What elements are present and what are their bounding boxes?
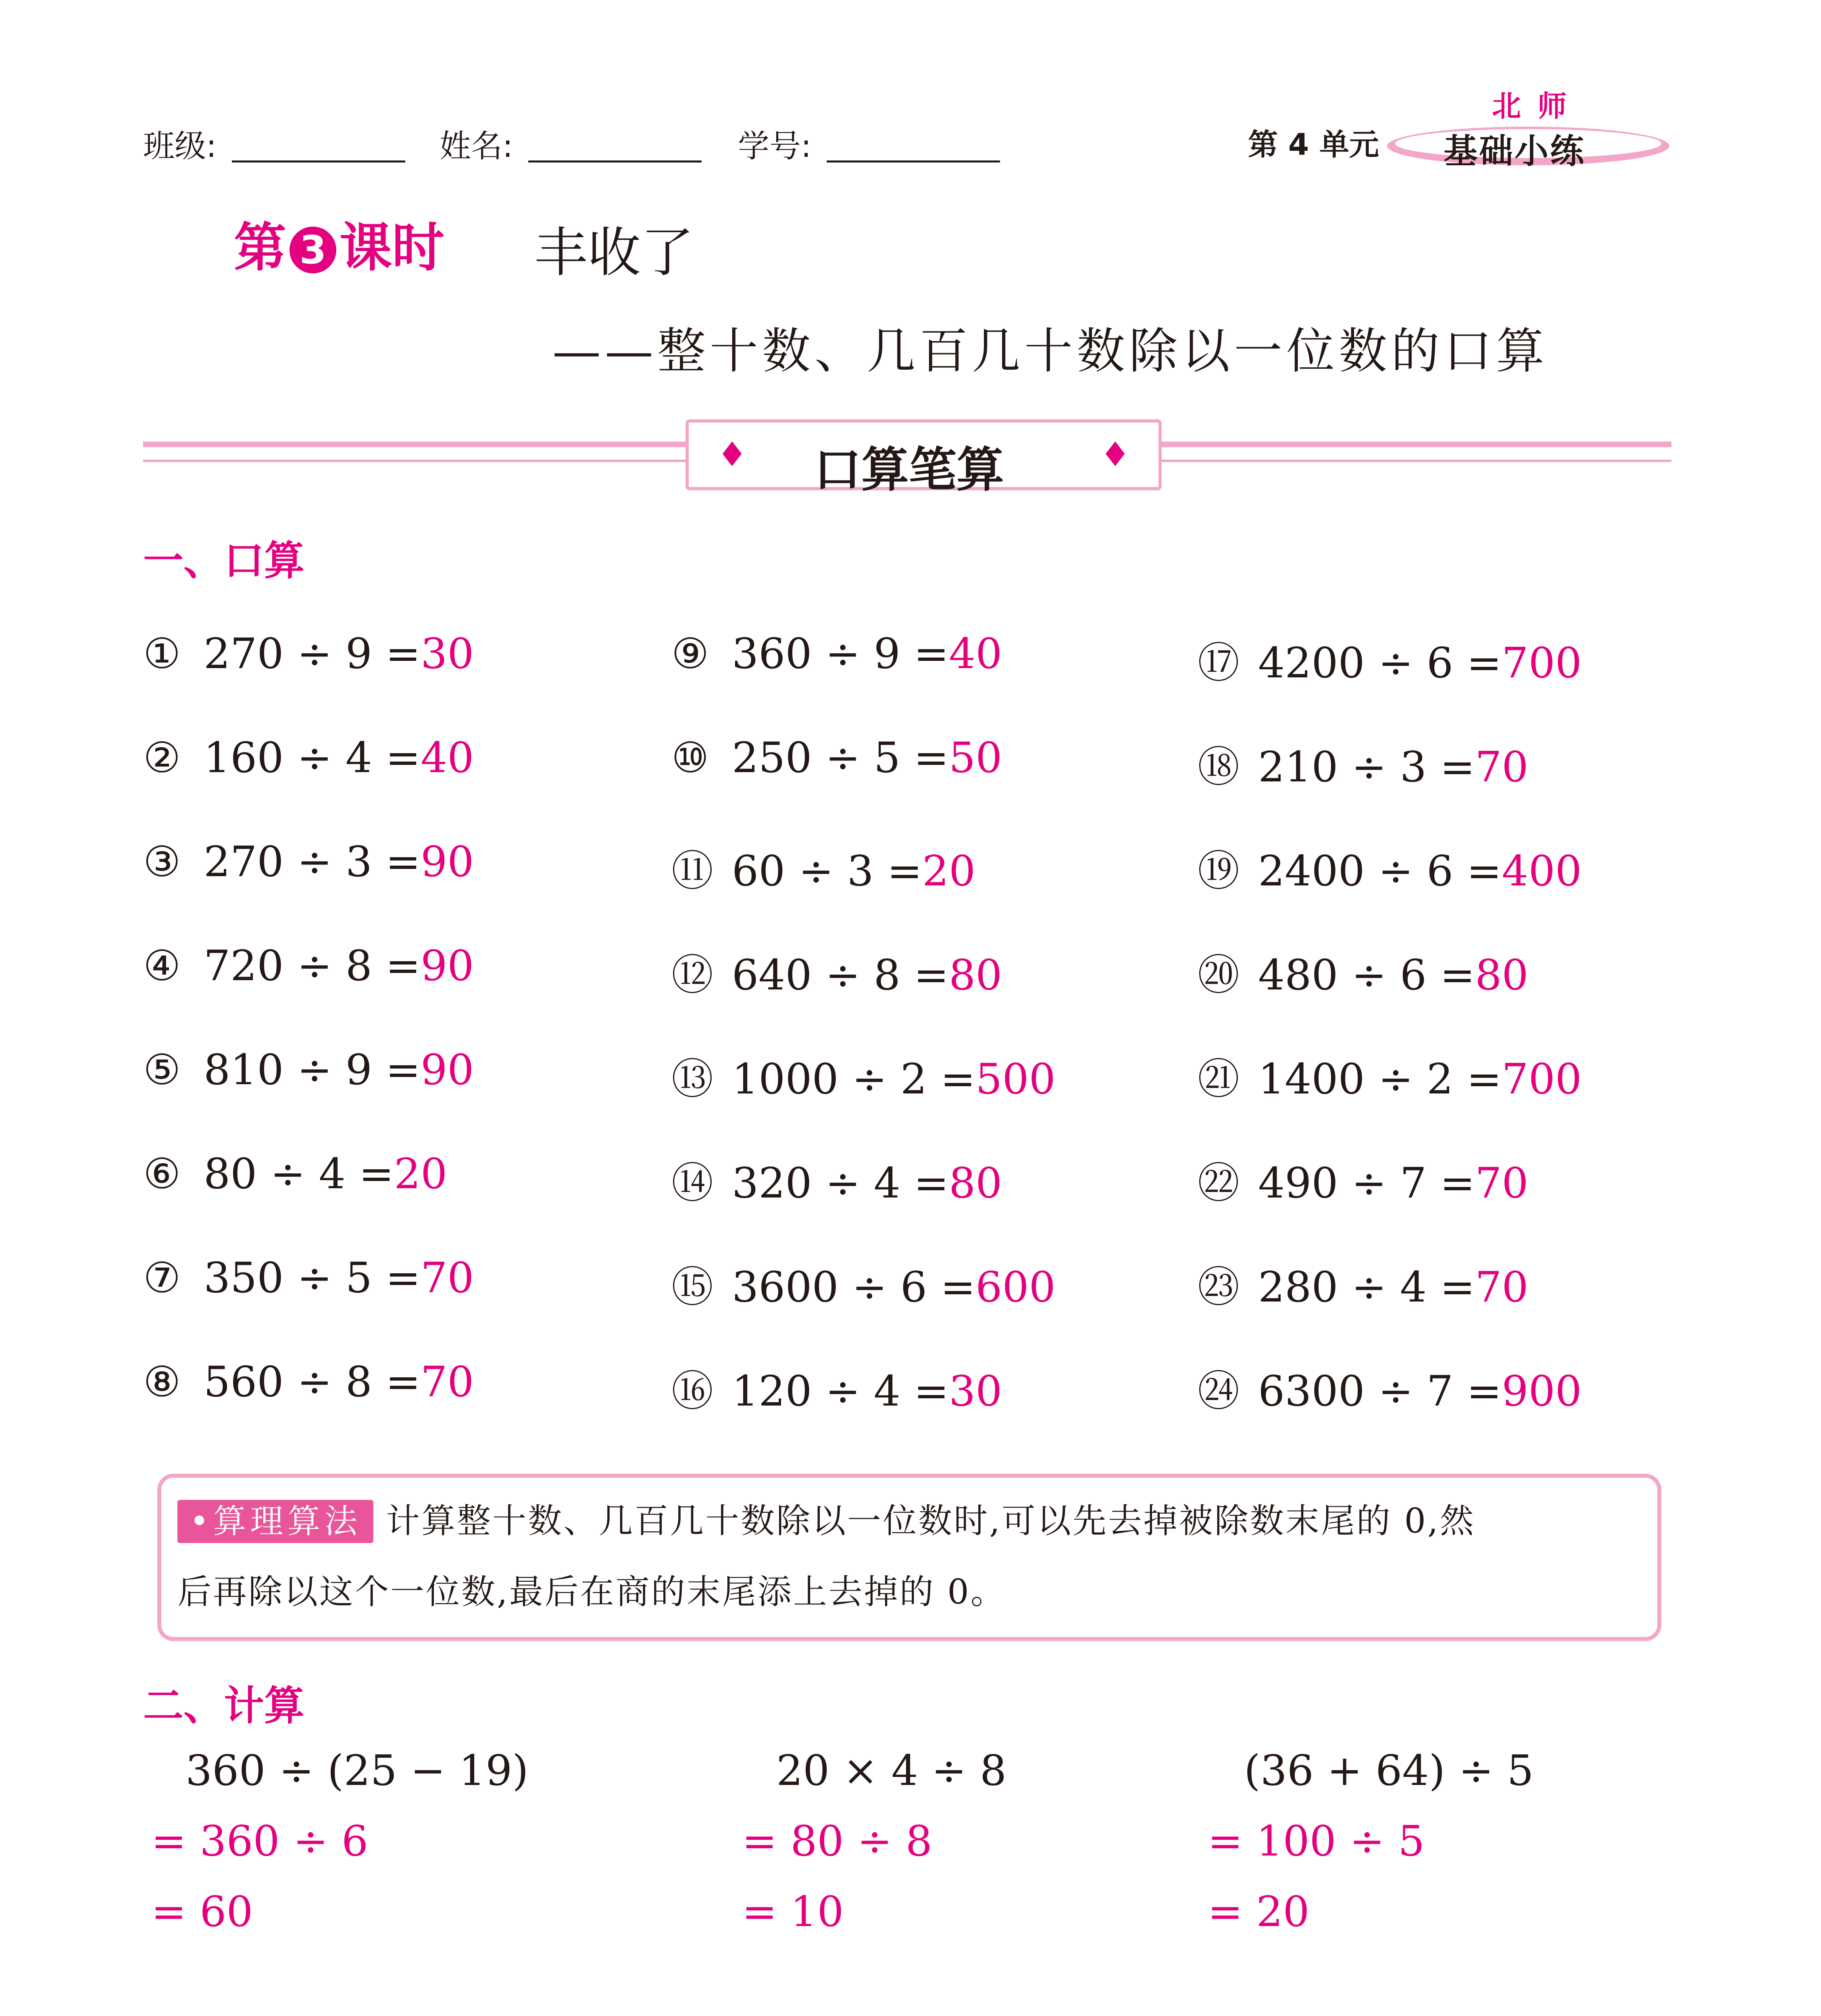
series-logo [1383,121,1673,169]
problem-item [1198,1357,1582,1418]
problem-number: ⑨ [671,629,709,678]
problem-answer: 70 [1475,742,1529,791]
problem-number: ㉒ [1198,1158,1240,1208]
problem-answer: 700 [1502,638,1582,687]
problem-number: ⑰ [1198,638,1240,687]
class-field[interactable] [232,160,405,162]
problem-question: 360 ÷ 9 = [732,629,949,678]
problem-question: 6300 ÷ 7 = [1258,1366,1502,1416]
problem-answer: 70 [1475,1158,1529,1208]
calc3-expr: (36 + 64) ÷ 5 [1244,1746,1534,1795]
problem-item [671,629,1002,678]
problem-number: ㉑ [1198,1054,1240,1104]
problem-answer: 80 [1475,950,1529,1000]
problem-question: 2400 ÷ 6 = [1258,846,1502,896]
problem-item [1198,1149,1528,1210]
problem-number: ③ [143,837,181,886]
problem-number: ② [143,733,181,782]
problem-number: ⑯ [671,1366,714,1416]
problem-item [671,1149,1002,1210]
problem-item [143,629,474,678]
problem-answer: 20 [394,1149,448,1198]
tip-box [157,1474,1661,1641]
problem-answer: 900 [1502,1366,1582,1416]
problem-number: ⑦ [143,1253,181,1302]
lesson-number-badge: 3 [290,227,336,273]
problem-answer: 600 [975,1262,1056,1312]
problem-answer: 400 [1502,846,1582,896]
problem-item [671,941,1002,1002]
problem-question: 350 ÷ 5 = [204,1253,421,1302]
name-field[interactable] [528,160,702,162]
problem-number: ㉓ [1198,1262,1240,1312]
problem-question: 1000 ÷ 2 = [732,1054,976,1104]
problem-item [671,733,1002,782]
problem-question: 810 ÷ 9 = [204,1045,421,1094]
problem-question: 280 ÷ 4 = [1258,1262,1475,1312]
series-top: 北 师 [1492,89,1570,123]
problem-item [1198,733,1528,793]
problem-answer: 70 [1475,1262,1529,1312]
problem-number: ㉔ [1198,1366,1240,1416]
problem-item [671,1045,1056,1106]
problem-item [143,1253,474,1302]
problem-answer: 90 [421,941,474,990]
problem-number: ⑭ [671,1158,714,1208]
problem-question: 160 ÷ 4 = [204,733,421,782]
problem-answer: 40 [421,733,474,782]
series-name: 基础小练 [1444,131,1586,171]
problem-answer: 40 [949,629,1002,678]
lesson-label [234,206,444,281]
calc3-step2: = 20 [1208,1887,1310,1936]
problem-question: 210 ÷ 3 = [1258,742,1475,791]
problem-item [1198,837,1582,898]
problem-question: 270 ÷ 9 = [204,629,421,678]
problem-number: ⑥ [143,1149,181,1198]
problem-number: ⑫ [671,950,714,1000]
problem-question: 3600 ÷ 6 = [732,1262,976,1312]
lesson-subtitle: ——整十数、几百几十数除以一位数的口算 [552,323,1548,379]
banner-title: 口算笔算 [814,442,1004,498]
problem-item [143,941,474,990]
diamond-right-icon: ♦ [1100,435,1131,474]
lesson-title: 丰收了 [534,222,694,284]
problem-question: 320 ÷ 4 = [732,1158,949,1208]
problem-number: ⑱ [1198,742,1240,791]
problem-answer: 70 [421,1253,474,1302]
problem-answer: 700 [1502,1054,1582,1104]
problem-answer: 90 [421,1045,474,1094]
problem-item [671,1253,1056,1314]
class-label: 班级: [143,128,217,165]
section1-title: 一、口算 [143,537,304,584]
problem-number: ⑮ [671,1262,714,1312]
problem-question: 250 ÷ 5 = [732,733,949,782]
number-field[interactable] [827,160,1000,162]
problem-answer: 20 [922,846,976,896]
problem-question: 560 ÷ 8 = [204,1357,421,1406]
problem-number: ⑧ [143,1357,181,1406]
problem-question: 270 ÷ 3 = [204,837,421,886]
problem-number: ⑤ [143,1045,181,1094]
lesson-suffix: 课时 [340,217,445,278]
tip-tag: •算理算法 [177,1500,373,1543]
problem-question: 60 ÷ 3 = [732,846,922,896]
problem-answer: 80 [949,950,1002,1000]
calc2-step2: = 10 [742,1887,844,1936]
tip-line1: 计算整十数、几百几十数除以一位数时,可以先去掉被除数末尾的 0,然 [386,1501,1475,1541]
problem-question: 480 ÷ 6 = [1258,950,1475,1000]
problem-answer: 70 [421,1357,474,1406]
problem-number: ④ [143,941,181,990]
problem-question: 720 ÷ 8 = [204,941,421,990]
problem-number: ⑳ [1198,950,1240,1000]
problem-number: ⑪ [671,846,714,896]
lesson-prefix: 第 [234,217,287,278]
problem-number: ① [143,629,181,678]
problem-number: ⑬ [671,1054,714,1104]
calc3-step1: = 100 ÷ 5 [1208,1816,1425,1866]
problem-item [1198,1253,1528,1314]
calc1-step2: = 60 [151,1887,253,1936]
problem-question: 1400 ÷ 2 = [1258,1054,1502,1104]
problem-item [143,837,474,886]
banner-box [685,419,1162,498]
problem-question: 490 ÷ 7 = [1258,1158,1475,1208]
number-label: 学号: [738,128,812,165]
problem-item [671,837,975,898]
problem-item [1198,1045,1582,1106]
calc1-step1: = 360 ÷ 6 [151,1816,369,1866]
section2-title: 二、计算 [143,1682,304,1729]
problem-item [143,1045,474,1094]
name-label: 姓名: [440,128,513,165]
problem-answer: 90 [421,837,474,886]
problem-question: 120 ÷ 4 = [732,1366,949,1416]
problem-answer: 30 [421,629,474,678]
problem-item [1198,941,1528,1002]
diamond-left-icon: ♦ [717,435,748,474]
problem-item [143,1357,474,1406]
calc2-step1: = 80 ÷ 8 [742,1816,932,1866]
problem-answer: 500 [975,1054,1056,1104]
problem-item [143,1149,447,1198]
problem-question: 80 ÷ 4 = [204,1149,394,1198]
problem-question: 640 ÷ 8 = [732,950,949,1000]
problem-item [1198,629,1582,689]
problem-number: ⑩ [671,733,709,782]
problem-question: 4200 ÷ 6 = [1258,638,1502,687]
problem-answer: 30 [949,1366,1002,1416]
calc2-expr: 20 × 4 ÷ 8 [776,1746,1007,1795]
problem-answer: 80 [949,1158,1002,1208]
calc1-expr: 360 ÷ (25 − 19) [185,1746,529,1795]
problem-answer: 50 [949,733,1002,782]
tip-line2: 后再除以这个一位数,最后在商的末尾添上去掉的 0。 [177,1572,1006,1612]
tip-text [177,1486,1641,1627]
problem-item [143,733,474,782]
problem-number: ⑲ [1198,846,1240,896]
unit-label: 第 4 单元 [1248,127,1379,162]
problem-item [671,1357,1002,1418]
